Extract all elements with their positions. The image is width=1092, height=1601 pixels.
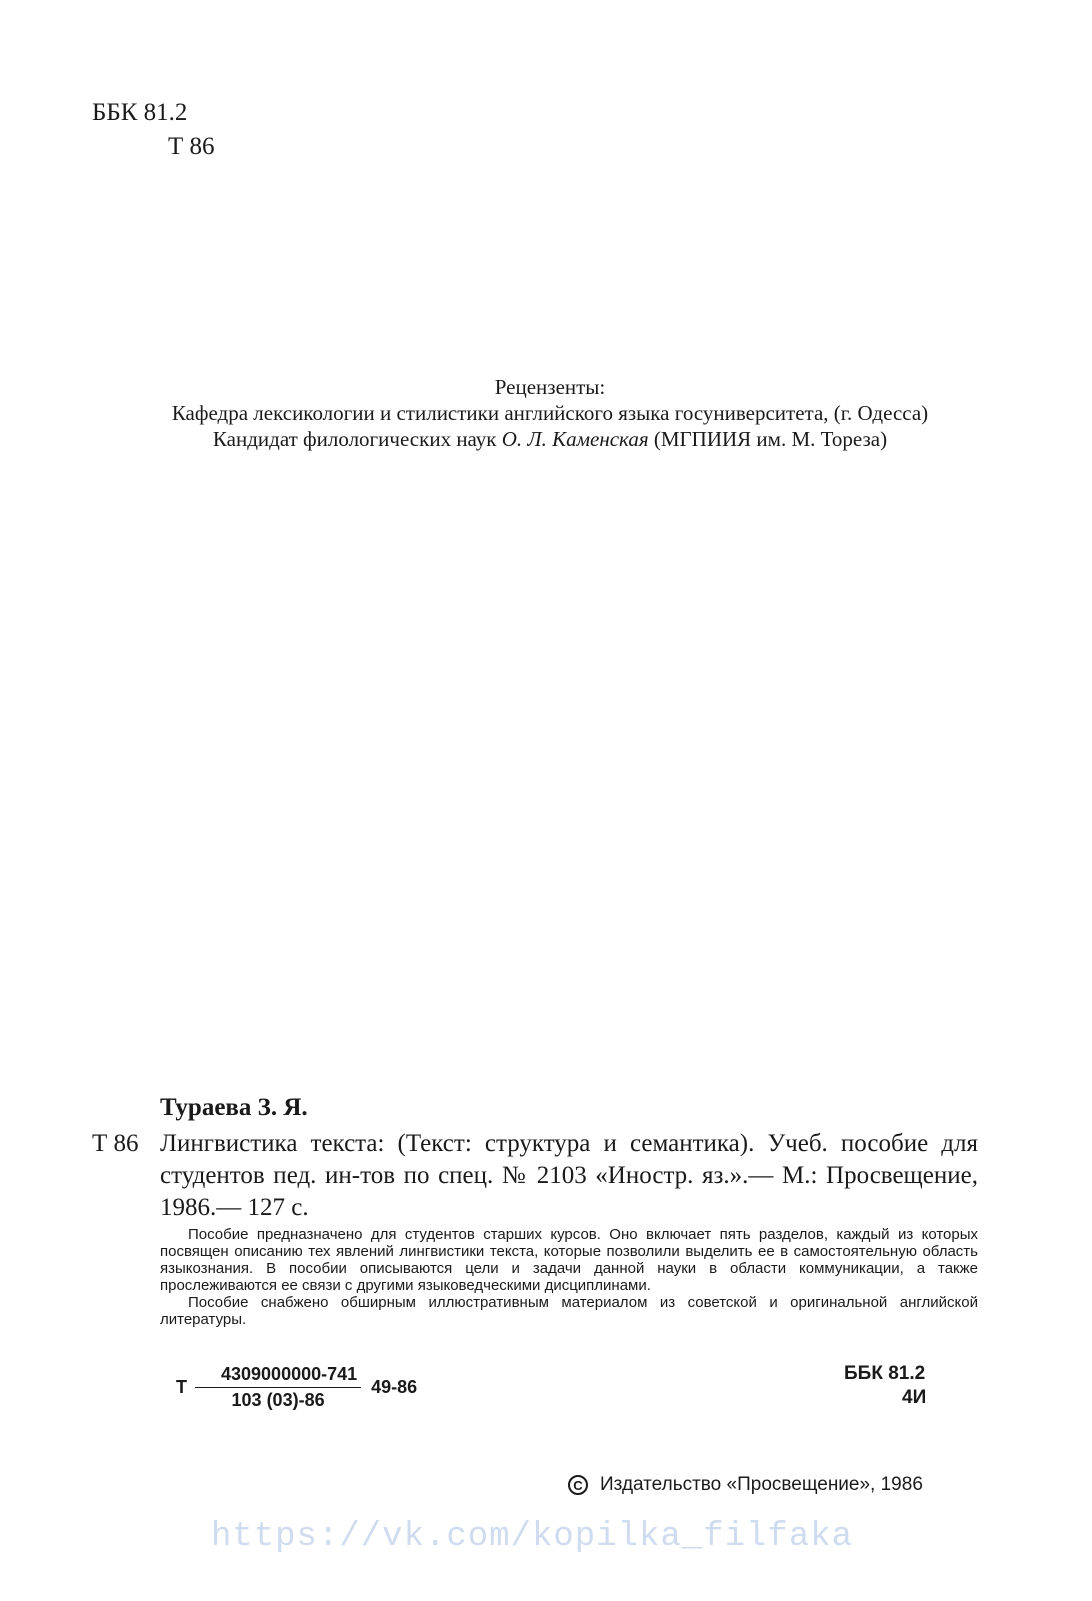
index-fraction	[195, 1364, 361, 1411]
bbk-code-secondary: 4И	[902, 1387, 927, 1408]
bibliographic-entry: Лингвистика текста: (Текст: структура и семантика). Учеб. пособие для студентов пед. ин-тов по спец. № 2103 «Иностр. яз.».— М.: Просвещение, 1986.— 127 с.	[160, 1130, 978, 1221]
copyright-text: Издательство «Просвещение», 1986	[600, 1474, 923, 1495]
bbk-classification-footer	[844, 1362, 926, 1410]
index-denominator: 103 (03)-86	[231, 1390, 325, 1410]
reviewer-candidate-prefix: Кандидат филологических наук	[212, 427, 502, 451]
copyright-line	[568, 1474, 923, 1496]
publication-index	[176, 1364, 417, 1411]
catalog-author: Тураева З. Я.	[160, 1094, 308, 1121]
abstract-paragraph: Пособие предназначено для студентов старших курсов. Оно включает пять разделов, каждый из которых посвящен описанию тех явлений лингвистики текста, которые позволили выделить ее в самостоятельную область языкознания. В пособии описываются цели и задачи данной науки в области коммуникации, а также прослеживаются ее связи с другими языковедческими дисциплинами.	[160, 1226, 978, 1294]
abstract	[160, 1226, 978, 1328]
reviewer-affiliation: (МГПИИЯ им. М. Тореза)	[648, 427, 888, 451]
abstract-paragraph: Пособие снабжено обширным иллюстративным материалом из советской и оригинальной английской литературы.	[160, 1294, 978, 1328]
reviewers-block	[70, 374, 1030, 452]
reviewers-title: Рецензенты:	[494, 375, 606, 399]
index-numerator: 4309000000-741	[195, 1364, 361, 1388]
bbk-code: ББК 81.2	[92, 99, 188, 126]
reviewer-department: Кафедра лексикологии и стилистики английского языка госуниверситета, (г. Одесса)	[171, 401, 929, 425]
copyright-icon: С	[568, 1475, 588, 1495]
bbk-classification-header	[92, 96, 215, 164]
index-letter: Т	[176, 1377, 187, 1397]
reviewer-name: О. Л. Каменская	[501, 427, 649, 451]
bbk-code: ББК 81.2	[844, 1363, 926, 1384]
catalog-code: Т 86	[92, 1130, 139, 1157]
watermark-link: https://vk.com/kopilka_filfaka	[210, 1518, 854, 1556]
index-suffix: 49-86	[371, 1377, 418, 1397]
reviewer-candidate	[70, 426, 1030, 452]
author-mark: Т 86	[168, 133, 215, 160]
